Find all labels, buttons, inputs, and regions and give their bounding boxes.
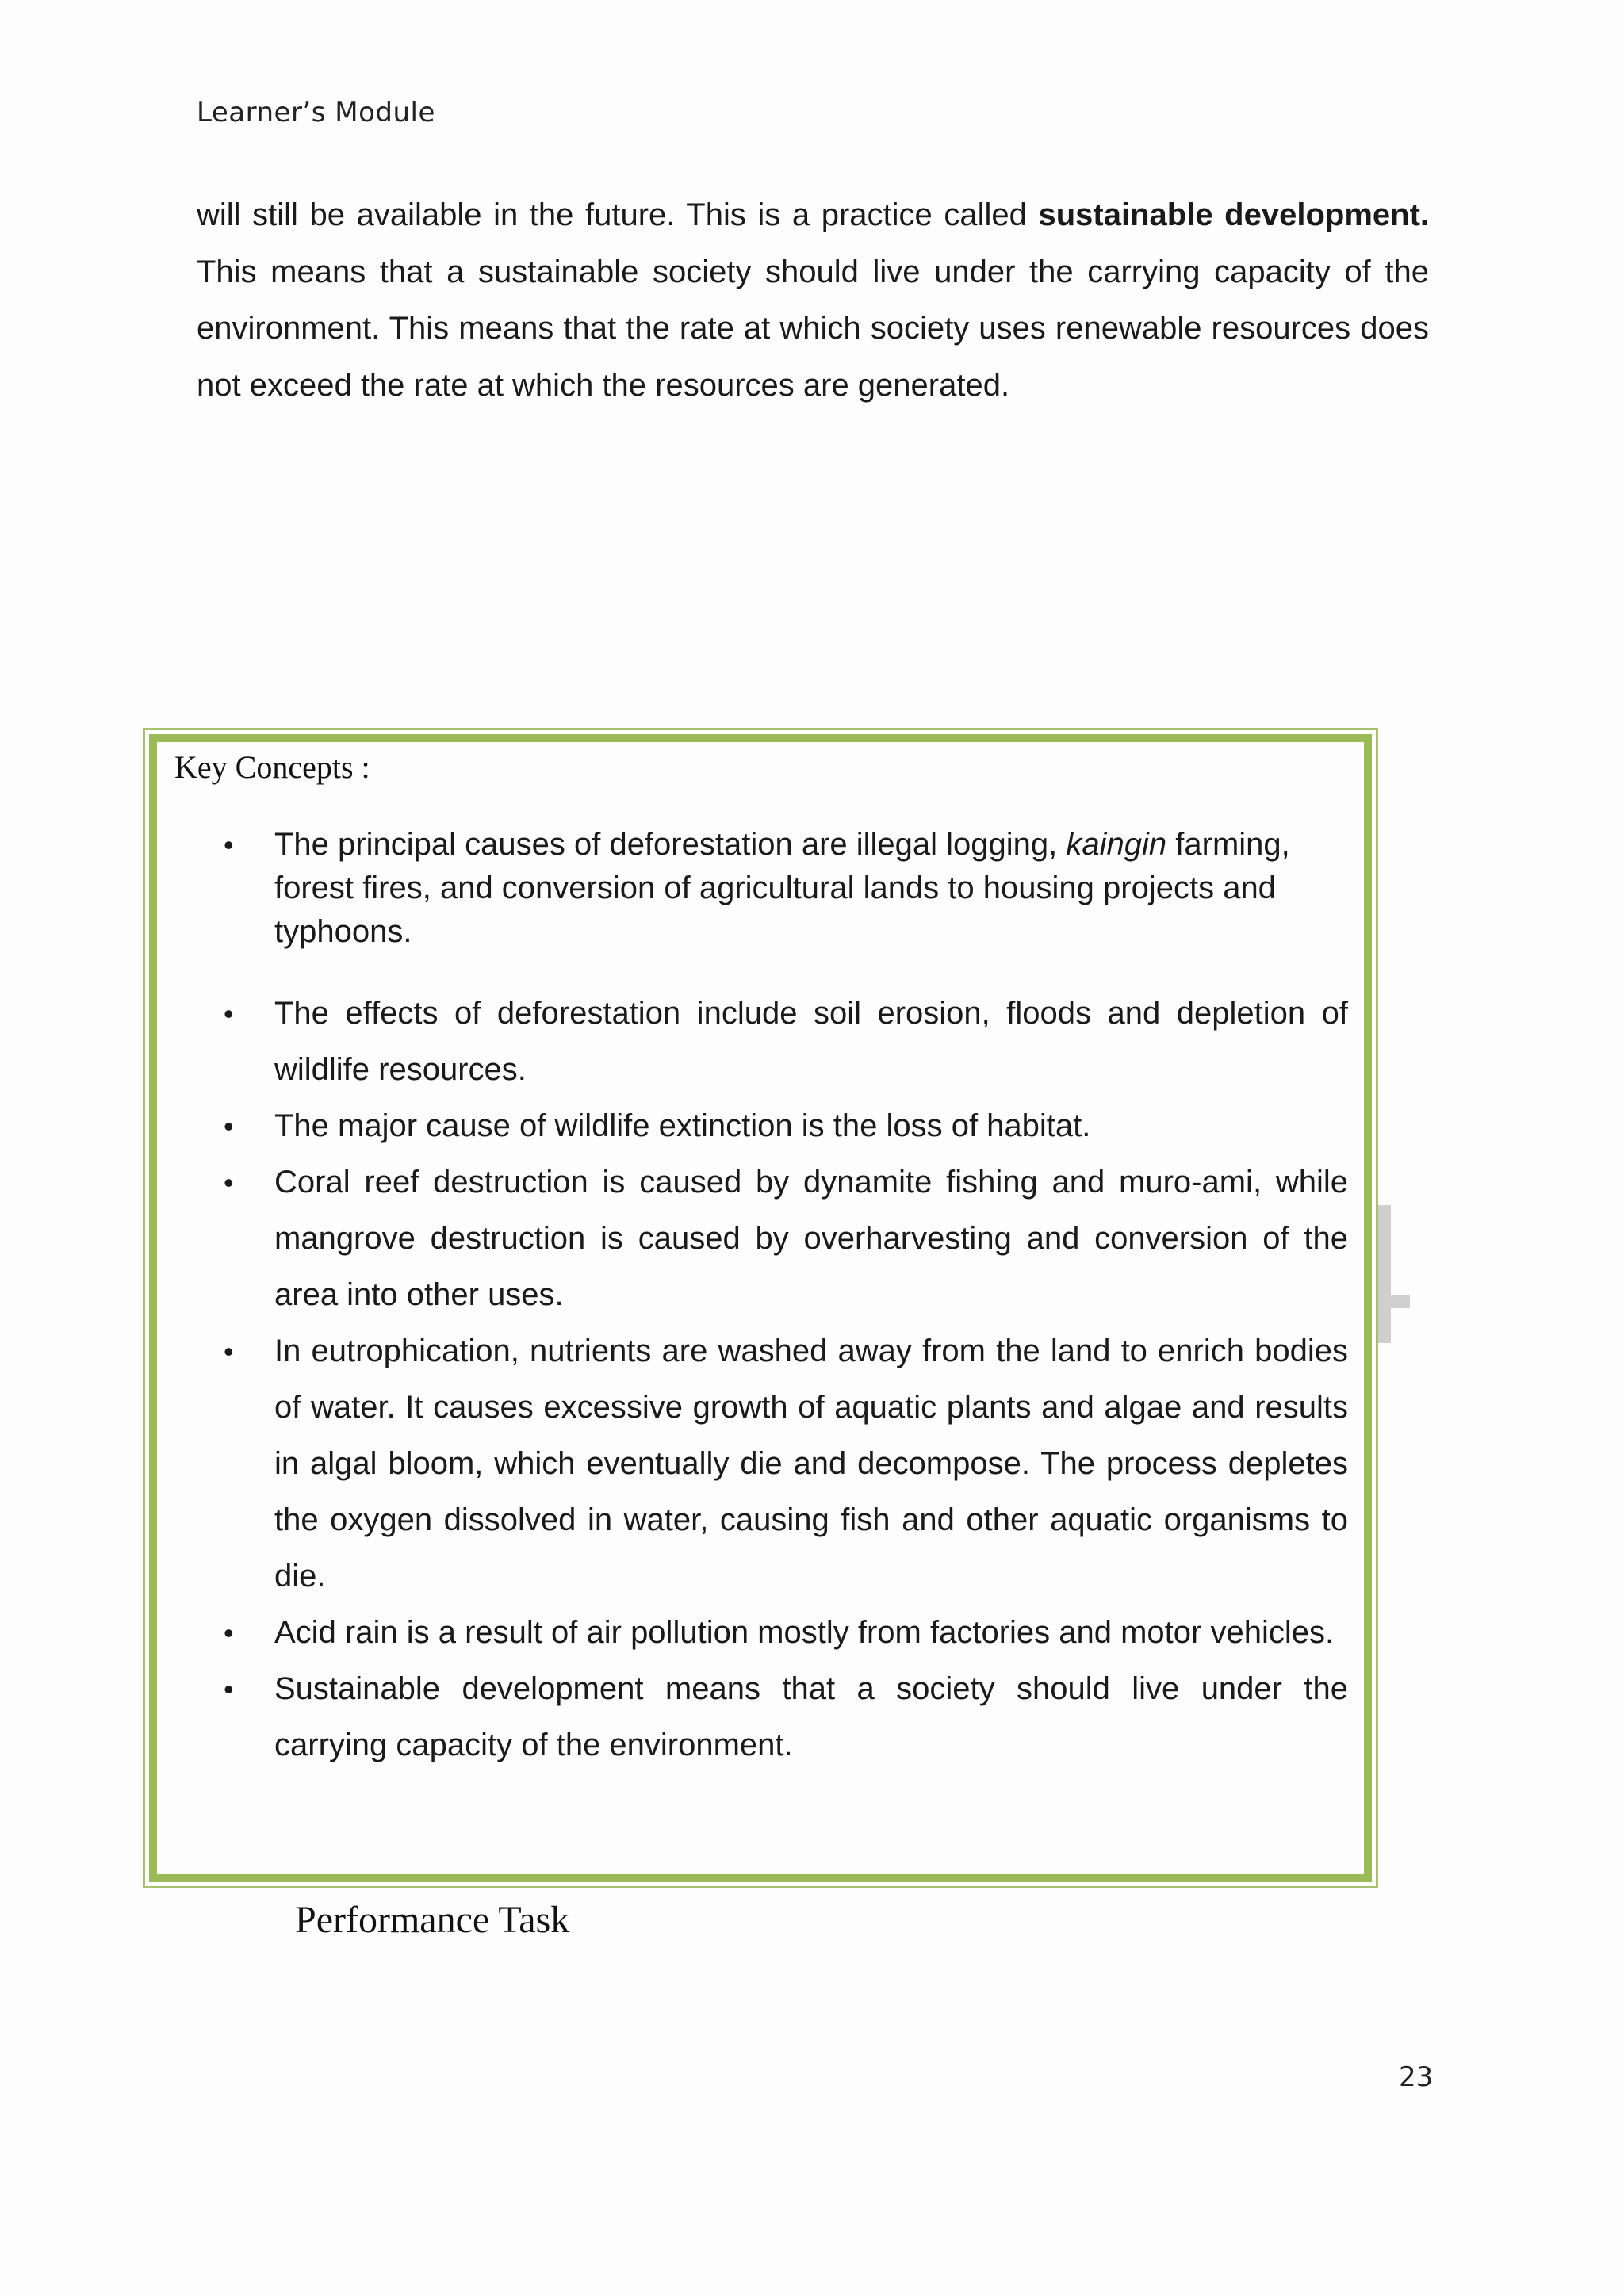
page-header: Learner’s Module: [197, 97, 435, 128]
decorative-shadow-tab: [1378, 1295, 1410, 1308]
key-concept-text: Coral reef destruction is caused by dynamite fishing and muro-ami, while mangrove destruction is caused by overharvesting and conversion of the area into other uses.: [274, 1165, 1348, 1312]
decorative-shadow-bar: [1378, 1205, 1391, 1343]
paragraph-text-2: This means that a sustainable society should live under the carrying capacity of the environment. This means that the rate at which society uses renewable resources does not exceed the rate at which the resources are generated.: [197, 254, 1429, 403]
paragraph-text-1: will still be available in the future. This is a practice called: [197, 197, 1039, 232]
bullet-icon: •: [224, 1673, 234, 1705]
key-concept-item: [174, 1154, 1348, 1323]
key-concept-text: The principal causes of deforestation are illegal logging,: [274, 827, 1067, 862]
key-concept-text: Acid rain is a result of air pollution mostly from factories and motor vehicles.: [274, 1615, 1335, 1650]
key-concept-text: In eutrophication, nutrients are washed away from the land to enrich bodies of water. It causes excessive growth of aquatic plants and algae and results in algal bloom, which eventually die and decompose. The process depletes the oxygen dissolved in water, causing fish and other aquatic organisms to die.: [274, 1334, 1348, 1594]
bullet-icon: •: [224, 1617, 234, 1649]
key-concepts-list: [174, 817, 1348, 1774]
key-concept-item: [174, 1605, 1348, 1661]
key-concept-text: Sustainable development means that a society should live under the carrying capacity of the environment.: [274, 1671, 1348, 1762]
performance-task-title: Performance Task: [295, 1899, 570, 1941]
key-concept-item: [174, 1098, 1348, 1154]
page-number: 23: [1399, 2061, 1434, 2093]
key-concept-item: [174, 985, 1348, 1098]
term-kaingin: kaingin: [1066, 827, 1167, 862]
key-concept-text: The effects of deforestation include soil erosion, floods and depletion of wildlife resources.: [274, 996, 1348, 1087]
key-concept-text: farming, forest fires, and conversion of agricultural lands to housing projects and typhoons.: [274, 827, 1290, 949]
intro-paragraph: [197, 187, 1429, 414]
key-concept-item: [174, 1661, 1348, 1774]
key-concept-text: The major cause of wildlife extinction is the loss of habitat.: [274, 1108, 1091, 1143]
bullet-icon: •: [224, 997, 234, 1030]
bullet-icon: •: [224, 1335, 234, 1368]
bullet-icon: •: [224, 1166, 234, 1199]
key-concepts-title: Key Concepts :: [174, 749, 370, 785]
bullet-icon: •: [224, 1110, 234, 1142]
term-sustainable-development: sustainable development.: [1038, 197, 1430, 232]
bullet-icon: •: [224, 828, 234, 861]
key-concept-item: [174, 1323, 1348, 1605]
key-concept-item: [174, 817, 1348, 954]
